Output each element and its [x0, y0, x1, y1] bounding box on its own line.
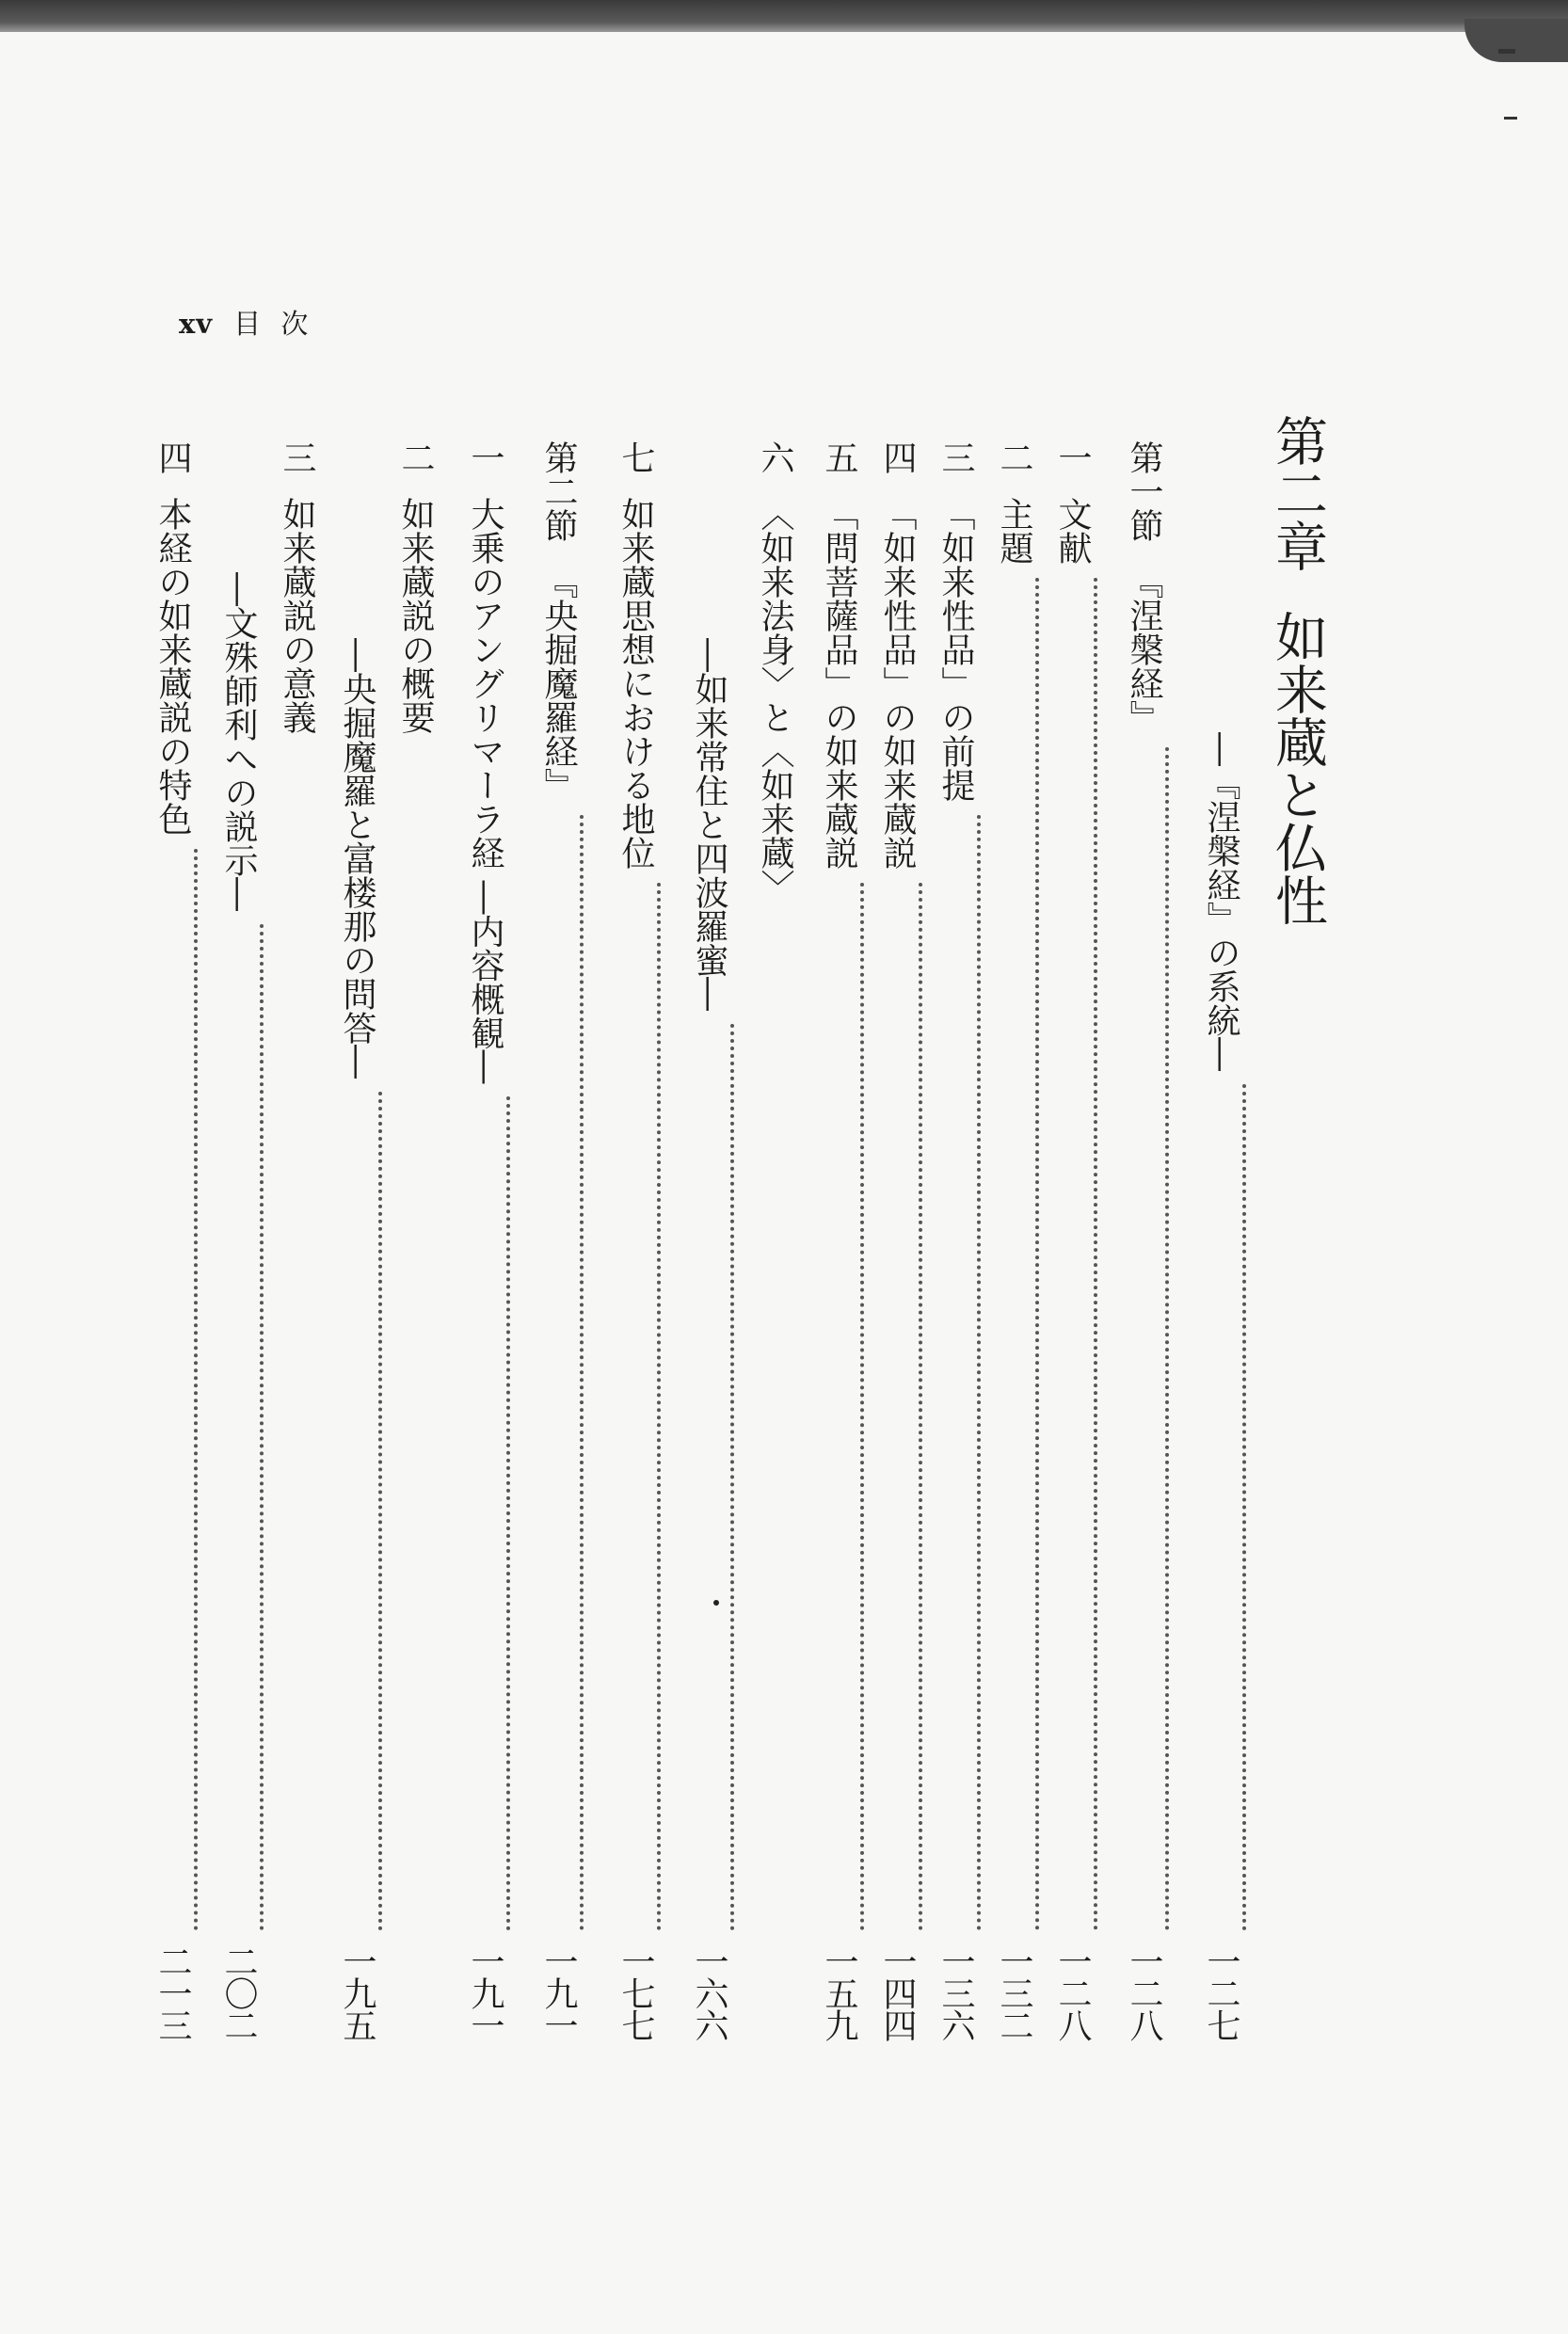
dot-leader: [1165, 747, 1169, 1931]
entry-text: 如来蔵思想における地位: [616, 497, 655, 870]
entry-text: 大乗のアングリマーラ経 ―内容概観―: [466, 497, 504, 1084]
page-number: 一七七: [616, 1944, 655, 2040]
dot-leader: [919, 883, 922, 1931]
item-number: 四: [878, 440, 917, 474]
entry-text: 主題: [995, 497, 1033, 565]
running-head-title: 目 次: [233, 308, 314, 340]
page-number: 一四四: [878, 1944, 917, 2040]
page-number: 一九一: [539, 1944, 578, 2040]
page-number: 一五九: [820, 1944, 858, 2040]
entry-text: 「問菩薩品」の如来蔵説: [820, 497, 858, 870]
dot-leader: [194, 849, 198, 1931]
section-number: 第一節: [1125, 440, 1163, 542]
dot-leader: [1242, 1084, 1246, 1931]
chapter-number: 第二章: [1267, 414, 1328, 572]
entry-text: 〈如来法身〉と〈如来蔵〉: [756, 497, 794, 903]
toc-entry-1-2: [988, 440, 1039, 2040]
entry-text: ―如来常住と四波羅蜜―: [690, 638, 728, 1011]
scan-top-edge: [0, 0, 1568, 32]
page-number: 一二八: [1125, 1944, 1163, 2040]
scan-edge-mark: [1504, 117, 1517, 120]
entry-text: 「如来性品」の前提: [936, 497, 975, 802]
toc-entry-1-5: [813, 440, 864, 2040]
dot-leader: [730, 1024, 734, 1931]
entry-text: ―『涅槃経』の系統―: [1202, 732, 1240, 1071]
page-number: 一二八: [1053, 1944, 1092, 2040]
scan-edge-mark: [1498, 49, 1515, 54]
item-number: 五: [820, 440, 858, 474]
dot-leader: [977, 815, 981, 1931]
entry-text: 文献: [1053, 497, 1092, 565]
entry-text: 『央掘魔羅経』: [539, 565, 578, 802]
dot-leader: [1035, 578, 1039, 1931]
entry-text: 如来蔵説の概要: [396, 497, 435, 734]
toc-entry-section-1: [1118, 440, 1169, 2040]
toc-entry-1-4: [872, 440, 922, 2040]
toc-entry-1-6-subtitle: [683, 440, 734, 2040]
toc-entry-2-2-subtitle: [331, 440, 382, 2040]
item-number: 一: [1053, 440, 1092, 474]
page-number: 二〇二: [219, 1944, 258, 2040]
item-number: 一: [466, 440, 504, 474]
toc-entry-1-7: [610, 440, 661, 2040]
dot-leader: [506, 1096, 510, 1931]
item-number: 四: [153, 440, 192, 474]
dot-leader: [1094, 578, 1097, 1931]
item-number: 三: [936, 440, 975, 474]
page-number: 一九一: [466, 1944, 504, 2040]
page-number: 二一三: [153, 1944, 192, 2040]
chapter-title: 如来蔵と仏性: [1267, 610, 1328, 926]
toc-entry-1-1: [1047, 440, 1097, 2040]
toc-entry-2-1: [459, 440, 510, 2040]
entry-text: 「如来性品」の如来蔵説: [878, 497, 917, 870]
item-number: 三: [278, 440, 316, 474]
toc-entry-2-3-subtitle: [213, 440, 264, 2040]
dot-leader: [580, 815, 584, 1931]
item-number: 六: [756, 440, 794, 474]
page-folio: xv: [179, 308, 214, 340]
chapter-heading: [1259, 414, 1335, 926]
entry-text: ―央掘魔羅と富楼那の問答―: [338, 638, 376, 1079]
dot-leader: [378, 1092, 382, 1931]
toc-entry-2-3: [271, 440, 322, 2040]
entry-text: 本経の如来蔵説の特色: [153, 497, 192, 836]
entry-text: ―文殊師利への説示―: [219, 572, 258, 911]
dot-leader: [657, 883, 661, 1931]
entry-text: 『涅槃経』: [1125, 565, 1163, 734]
scan-speck: [713, 1600, 719, 1606]
toc-entry-chapter-subtitle: [1195, 440, 1246, 2040]
dot-leader: [860, 883, 864, 1931]
section-number: 第二節: [539, 440, 578, 542]
toc-entry-1-6: [749, 440, 800, 2040]
page-number: 一九五: [338, 1944, 376, 2040]
toc-entry-1-3: [930, 440, 981, 2040]
toc-entry-section-2: [533, 440, 584, 2040]
toc-entry-2-4: [147, 440, 198, 2040]
scan-corner-shadow: [1464, 19, 1568, 62]
item-number: 七: [616, 440, 655, 474]
item-number: 二: [995, 440, 1033, 474]
page-number: 一六六: [690, 1944, 728, 2040]
running-head: [179, 303, 313, 342]
entry-text: 如来蔵説の意義: [278, 497, 316, 734]
item-number: 二: [396, 440, 435, 474]
dot-leader: [260, 924, 264, 1931]
page-number: 一三二: [995, 1944, 1033, 2040]
toc-entry-2-2: [390, 440, 440, 2040]
page-number: 一二七: [1202, 1944, 1240, 2040]
page-number: 一三六: [936, 1944, 975, 2040]
